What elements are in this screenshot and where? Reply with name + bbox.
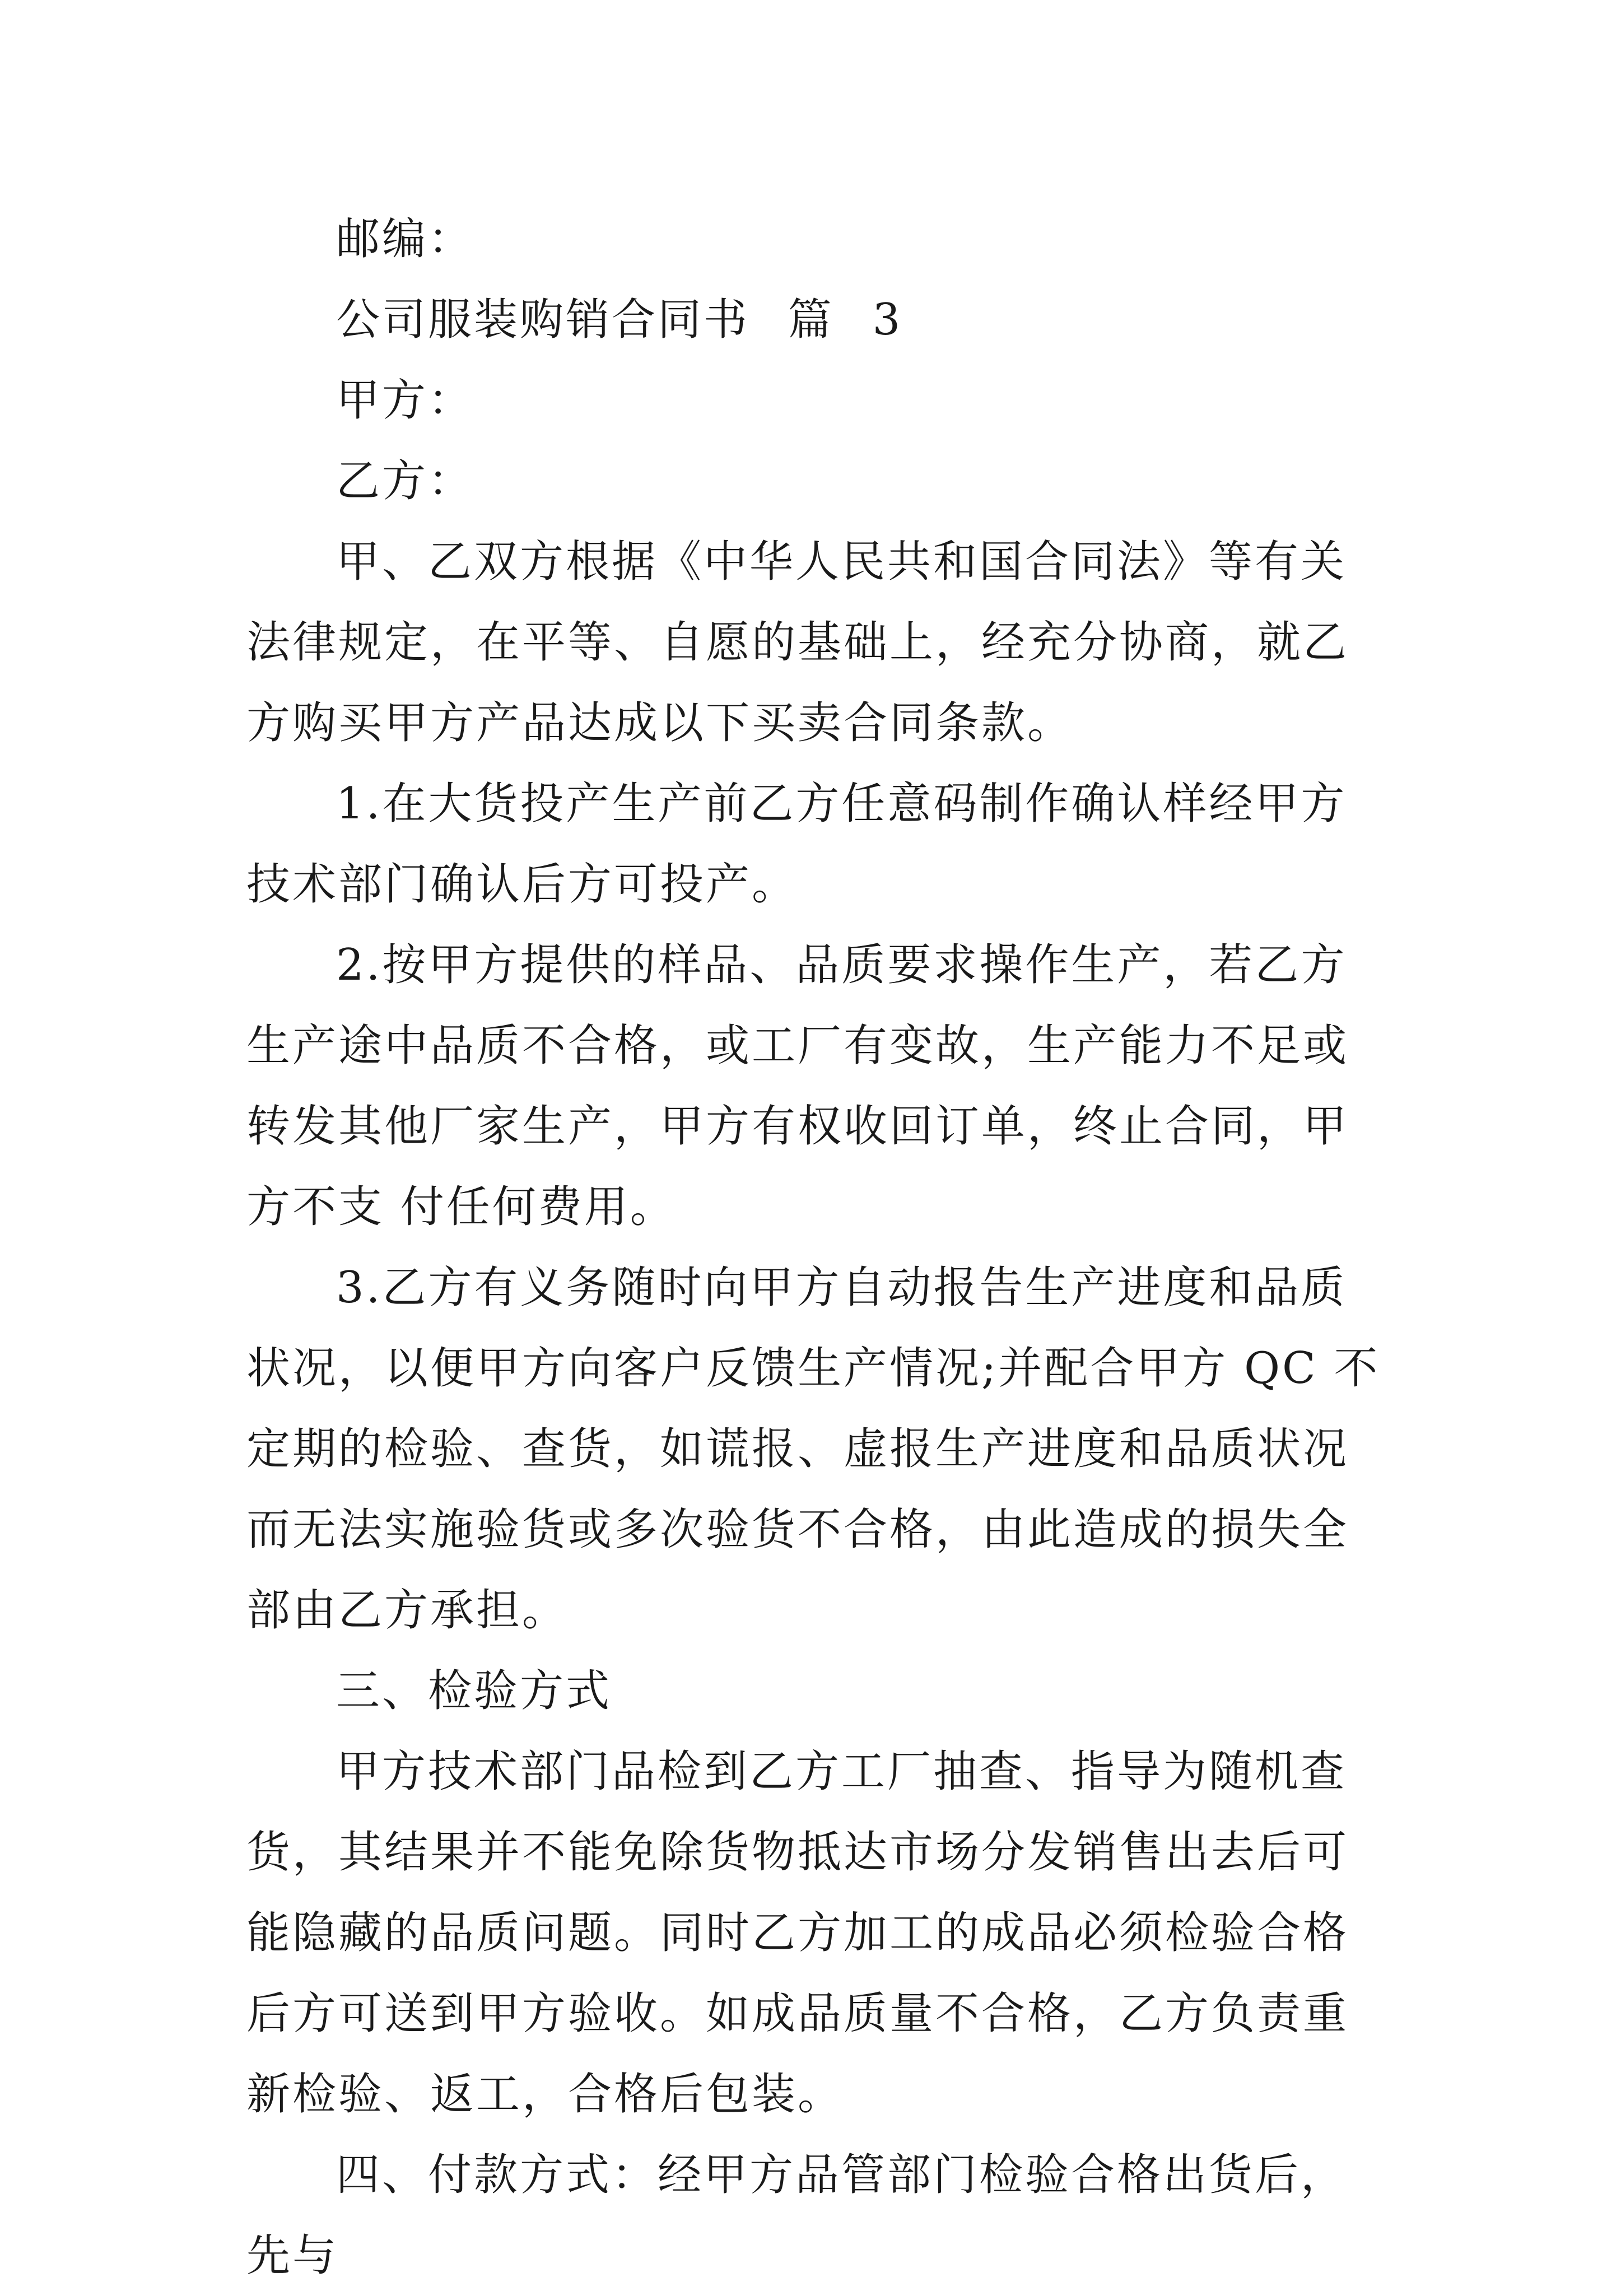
postcode-line: 邮编： — [336, 214, 474, 264]
clause-1-paragraph: 1.在大货投产生产前乙方任意码制作确认样经甲方技术部门确认后方可投产。 — [246, 779, 1347, 910]
inspection-heading: 三、检验方式 — [336, 1666, 612, 1716]
party-b-line: 乙方： — [336, 456, 474, 506]
clause-2-paragraph: 2.按甲方提供的样品、品质要求操作生产，若乙方生产途中品质不合格，或工厂有变故，生产能力不足或转发其他厂家生产，甲方有权收回订单，终止合同，甲方不支 付任何费用。 — [246, 940, 1349, 1232]
clause-3-paragraph: 3.乙方有义务随时向甲方自动报告生产进度和品质状况，以便甲方向客户反馈生产情况;并配合甲方 QC 不定期的检验、查货，如谎报、虚报生产进度和品质状况而无法实施验货或多次验货不合格，由此造成的损失全部由乙方承担。 — [246, 1263, 1380, 1636]
inspection-paragraph: 甲方技术部门品检到乙方工厂抽查、指导为随机查货，其结果并不能免除货物抵达市场分发销售出去后可能隐藏的品质问题。同时乙方加工的成品必须检验合格后方可送到甲方验收。如成品质量不合格，乙方负责重新检验、返工，合格后包装。 — [246, 1747, 1349, 2120]
intro-paragraph: 甲、乙双方根据《中华人民共和国合同法》等有关法律规定，在平等、自愿的基础上，经充分协商，就乙方购买甲方产品达成以下买卖合同条款。 — [246, 537, 1349, 748]
section-title: 公司服装购销合同书 篇 3 — [336, 295, 903, 345]
party-a-line: 甲方： — [336, 375, 474, 426]
document-body — [246, 199, 1389, 2296]
payment-paragraph: 四、付款方式：经甲方品管部门检验合格出货后，先与 — [246, 2150, 1347, 2281]
